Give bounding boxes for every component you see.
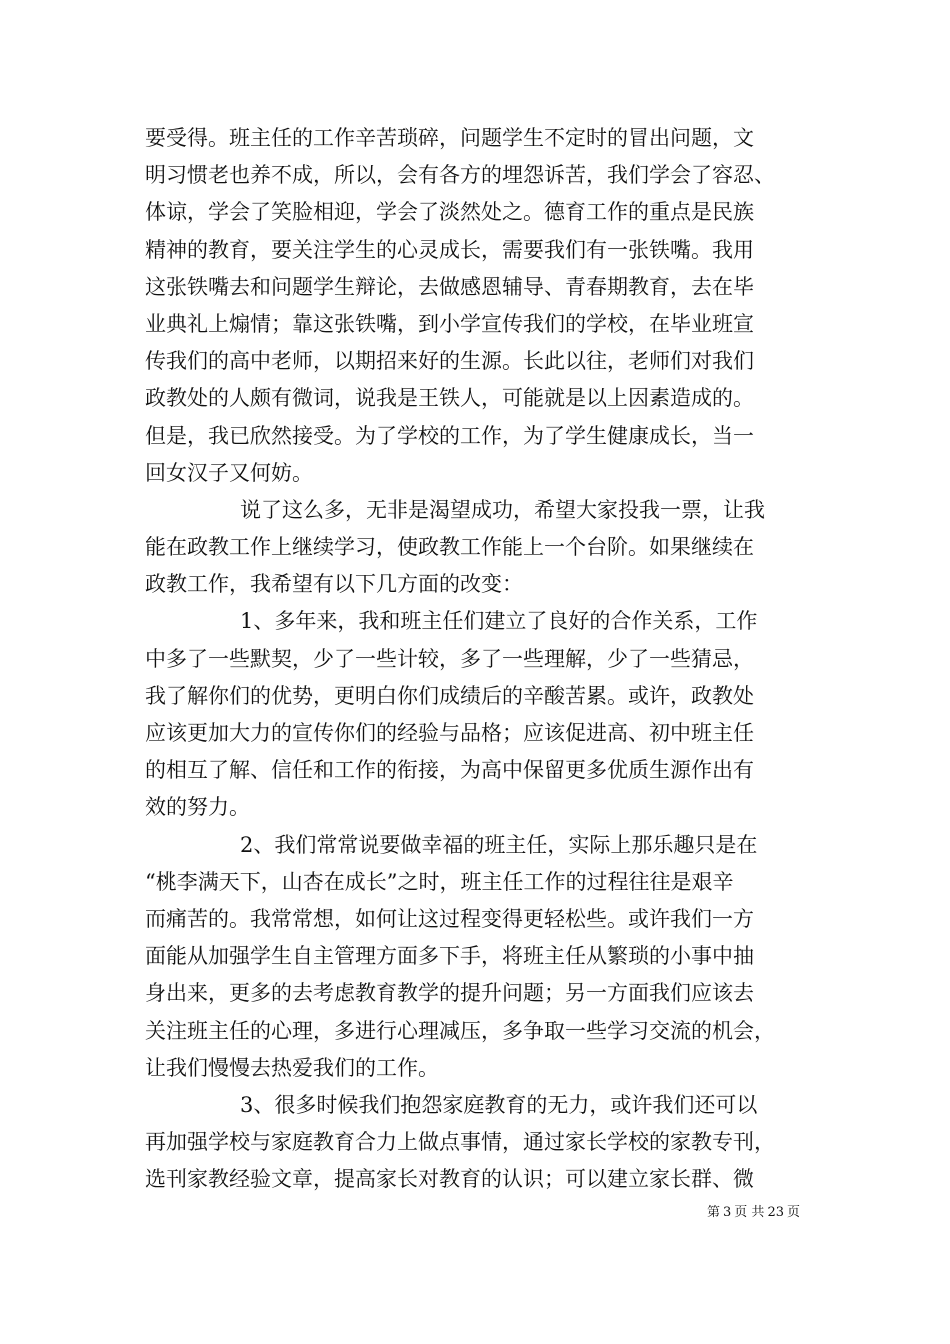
paragraph-first-line: 2、我们常常说要做幸福的班主任，实际上那乐趣只是在 [240,832,758,857]
text-line: 的相互了解、信任和工作的衔接，为高中保留更多优质生源作出有 [145,758,754,783]
text-line: 政教工作，我希望有以下几方面的改变： [145,572,523,597]
text-line: 精神的教育，要关注学生的心灵成长，需要我们有一张铁嘴。我用 [145,237,754,262]
text-line: 再加强学校与家庭教育合力上做点事情，通过家长学校的家教专刊， [145,1130,775,1155]
page-label-suffix: 页 [786,1205,800,1220]
page-footer [707,1201,800,1220]
text-line: 关注班主任的心理，多进行心理减压，多争取一些学习交流的机会， [145,1018,775,1043]
text-line: 要受得。班主任的工作辛苦琐碎，问题学生不定时的冒出问题，文 [145,126,754,150]
paragraph-first-line: 3、很多时候我们抱怨家庭教育的无力，或许我们还可以 [240,1092,758,1117]
text-line: 而痛苦的。我常常想，如何让这过程变得更轻松些。或许我们一方 [145,906,754,931]
text-line: 业典礼上煽情；靠这张铁嘴，到小学宣传我们的学校，在毕业班宣 [145,311,754,336]
text-line: 我了解你们的优势，更明白你们成绩后的辛酸苦累。或许，政教处 [145,683,754,708]
paragraph-first-line: 1、多年来，我和班主任们建立了良好的合作关系，工作 [240,609,758,634]
text-line: 明习惯老也养不成，所以，会有各方的埋怨诉苦，我们学会了容忍、 [145,163,775,188]
page-label-prefix: 第 [707,1205,721,1220]
text-line: 回女汉子又何妨。 [145,460,313,485]
text-line: 让我们慢慢去热爱我们的工作。 [145,1055,439,1080]
text-line: 政教处的人颇有微词，说我是王铁人，可能就是以上因素造成的。 [145,386,754,411]
page-label-middle: 页 共 [734,1205,765,1220]
text-line: 传我们的高中老师，以期招来好的生源。长此以往，老师们对我们 [145,349,754,374]
text-line: 这张铁嘴去和问题学生辩论，去做感恩辅导、青春期教育，去在毕 [145,274,754,299]
text-line: 效的努力。 [145,795,250,820]
text-line: 应该更加大力的宣传你们的经验与品格；应该促进高、初中班主任 [145,721,754,745]
text-line: 选刊家教经验文章，提高家长对教育的认识；可以建立家长群、微 [145,1167,754,1192]
text-line: 身出来，更多的去考虑教育教学的提升问题；另一方面我们应该去 [145,981,754,1006]
text-line: 体谅，学会了笑脸相迎，学会了淡然处之。德育工作的重点是民族 [145,200,754,225]
text-line: “桃李满天下，山杏在成长”之时，班主任工作的过程往往是艰辛 [145,869,734,894]
text-line: 面能从加强学生自主管理方面多下手，将班主任从繁琐的小事中抽 [145,944,754,969]
body-text [145,120,817,1198]
total-pages-number: 23 [767,1205,784,1220]
text-line: 能在政教工作上继续学习，使政教工作能上一个台阶。如果继续在 [145,535,754,560]
current-page-number: 3 [723,1205,732,1220]
text-line: 中多了一些默契，少了一些计较，多了一些理解，少了一些猜忌， [145,646,754,671]
text-line: 但是，我已欣然接受。为了学校的工作，为了学生健康成长，当一 [145,423,754,448]
paragraph-first-line: 说了这么多，无非是渴望成功，希望大家投我一票，让我 [240,497,765,522]
